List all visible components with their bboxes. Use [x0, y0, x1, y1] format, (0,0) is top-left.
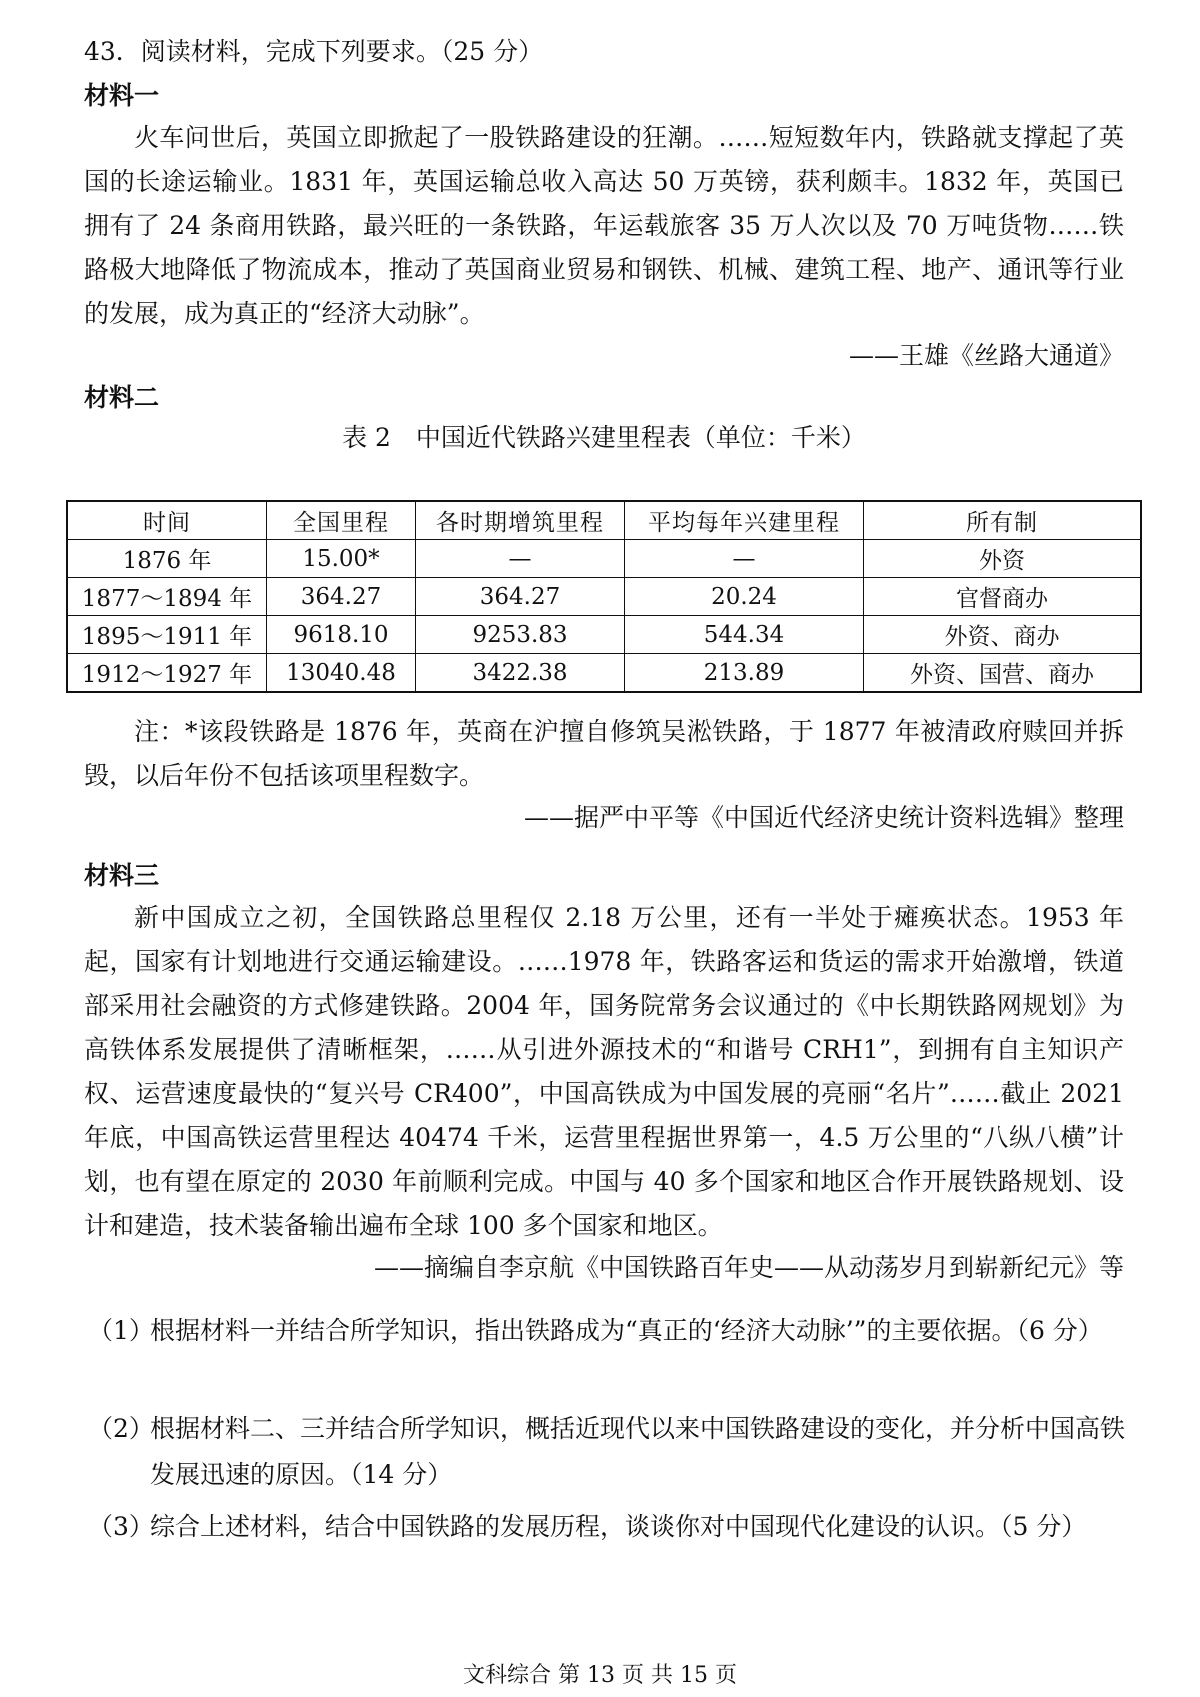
- material-three-source: ——摘编自李京航《中国铁路百年史——从动荡岁月到崭新纪元》等: [373, 1253, 1124, 1282]
- table-cell: 外资: [864, 540, 1142, 578]
- table-cell: 544.34: [625, 616, 864, 654]
- table-cell: 15.00*: [267, 540, 416, 578]
- material-two-source: ——据严中平等《中国近代经济史统计资料选辑》整理: [523, 803, 1124, 832]
- table-cell: 外资、商办: [864, 616, 1142, 654]
- table-cell: 364.27: [267, 578, 416, 616]
- question-header: [84, 30, 1124, 74]
- material-three-heading: 材料三: [84, 861, 160, 890]
- table-cell: 364.27: [416, 578, 625, 616]
- table-cell: 9618.10: [267, 616, 416, 654]
- table-cell: 213.89: [625, 654, 864, 693]
- table-cell: 3422.38: [416, 654, 625, 693]
- sub-question-number: （1）: [88, 1316, 154, 1345]
- sub-question-number: （2）: [88, 1414, 154, 1443]
- table-row: [67, 578, 1141, 616]
- table-cell: 1876 年: [67, 540, 267, 578]
- material-two-heading: 材料二: [84, 383, 160, 412]
- sub-question-3: [88, 1504, 1138, 1550]
- table-cell: 官督商办: [864, 578, 1142, 616]
- table-header-cell: 各时期增筑里程: [416, 501, 625, 540]
- table-row: [67, 540, 1141, 578]
- table-notes: [84, 710, 1124, 838]
- table-cell: 外资、国营、商办: [864, 654, 1142, 693]
- material-three-text: 新中国成立之初，全国铁路总里程仅 2.18 万公里，还有一半处于瘫痪状态。1953 年起，国家有计划地进行交通运输建设。……1978 年，铁路客运和货运的需求开始激增，铁道部采用社会融资的方式修建铁路。2004 年，国务院常务会议通过的《中长期铁路网规划》为高铁体系发展提供了清晰框架，……从引进外源技术的“和谐号 CRH1”，到拥有自主知识产权、运营速度最快的“复兴号 CR400”，中国高铁成为中国发展的亮丽“名片”……截止 2021 年底，中国高铁运营里程达 40474 千米，运营里程据世界第一，4.5 万公里的“八纵八横”计划，也有望在原定的 2030 年前顺利完成。中国与 40 多个国家和地区合作开展铁路规划、设计和建造，技术装备输出遍布全球 100 多个国家和地区。: [84, 903, 1124, 1240]
- material-one: [84, 76, 1124, 376]
- material-one-text: 火车问世后，英国立即掀起了一股铁路建设的狂潮。……短短数年内，铁路就支撑起了英国的长途运输业。1831 年，英国运输总收入高达 50 万英镑，获利颇丰。1832 年，英国已拥有了 24 条商用铁路，最兴旺的一条铁路，年运载旅客 35 万人次以及 70 万吨货物……铁路极大地降低了物流成本，推动了英国商业贸易和钢铁、机械、建筑工程、地产、通讯等行业的发展，成为真正的“经济大动脉”。: [84, 123, 1124, 328]
- table-cell: 13040.48: [267, 654, 416, 693]
- table-cell: 20.24: [625, 578, 864, 616]
- table-header-cell: 平均每年兴建里程: [625, 501, 864, 540]
- table-note: 注：*该段铁路是 1876 年，英商在沪擅自修筑吴淞铁路，于 1877 年被清政府赎回并拆毁，以后年份不包括该项里程数字。: [84, 717, 1124, 790]
- railway-table: [66, 500, 1142, 693]
- table-header-cell: 所有制: [864, 501, 1142, 540]
- table-cell: 1877～1894 年: [67, 578, 267, 616]
- table-cell: 1895～1911 年: [67, 616, 267, 654]
- sub-question-text: 综合上述材料，结合中国铁路的发展历程，谈谈你对中国现代化建设的认识。（5 分）: [150, 1512, 1087, 1541]
- page-footer: 文科综合 第 13 页 共 15 页: [463, 1663, 737, 1688]
- table-row: [67, 616, 1141, 654]
- sub-question-2: [88, 1406, 1138, 1498]
- table-header-cell: 全国里程: [267, 501, 416, 540]
- material-two: [84, 378, 1124, 458]
- question-title: 43．阅读材料，完成下列要求。（25 分）: [84, 37, 544, 66]
- table-cell: 9253.83: [416, 616, 625, 654]
- sub-question-number: （3）: [88, 1512, 154, 1541]
- sub-question-text: 根据材料二、三并结合所学知识，概括近现代以来中国铁路建设的变化，并分析中国高铁发展迅速的原因。（14 分）: [150, 1414, 1126, 1489]
- table-cell: 1912～1927 年: [67, 654, 267, 693]
- table-cell: —: [416, 540, 625, 578]
- table-caption: 表 2 中国近代铁路兴建里程表（单位：千米）: [342, 423, 866, 452]
- sub-question-text: 根据材料一并结合所学知识，指出铁路成为“真正的‘经济大动脉’”的主要依据。（6 分）: [150, 1316, 1103, 1345]
- material-three: [84, 856, 1124, 1288]
- table-row: [67, 654, 1141, 693]
- sub-question-1: [88, 1308, 1138, 1354]
- table-header-row: [67, 501, 1141, 540]
- material-one-heading: 材料一: [84, 81, 160, 110]
- table-header-cell: 时间: [67, 501, 267, 540]
- material-one-source: ——王雄《丝路大通道》: [848, 341, 1124, 370]
- table-cell: —: [625, 540, 864, 578]
